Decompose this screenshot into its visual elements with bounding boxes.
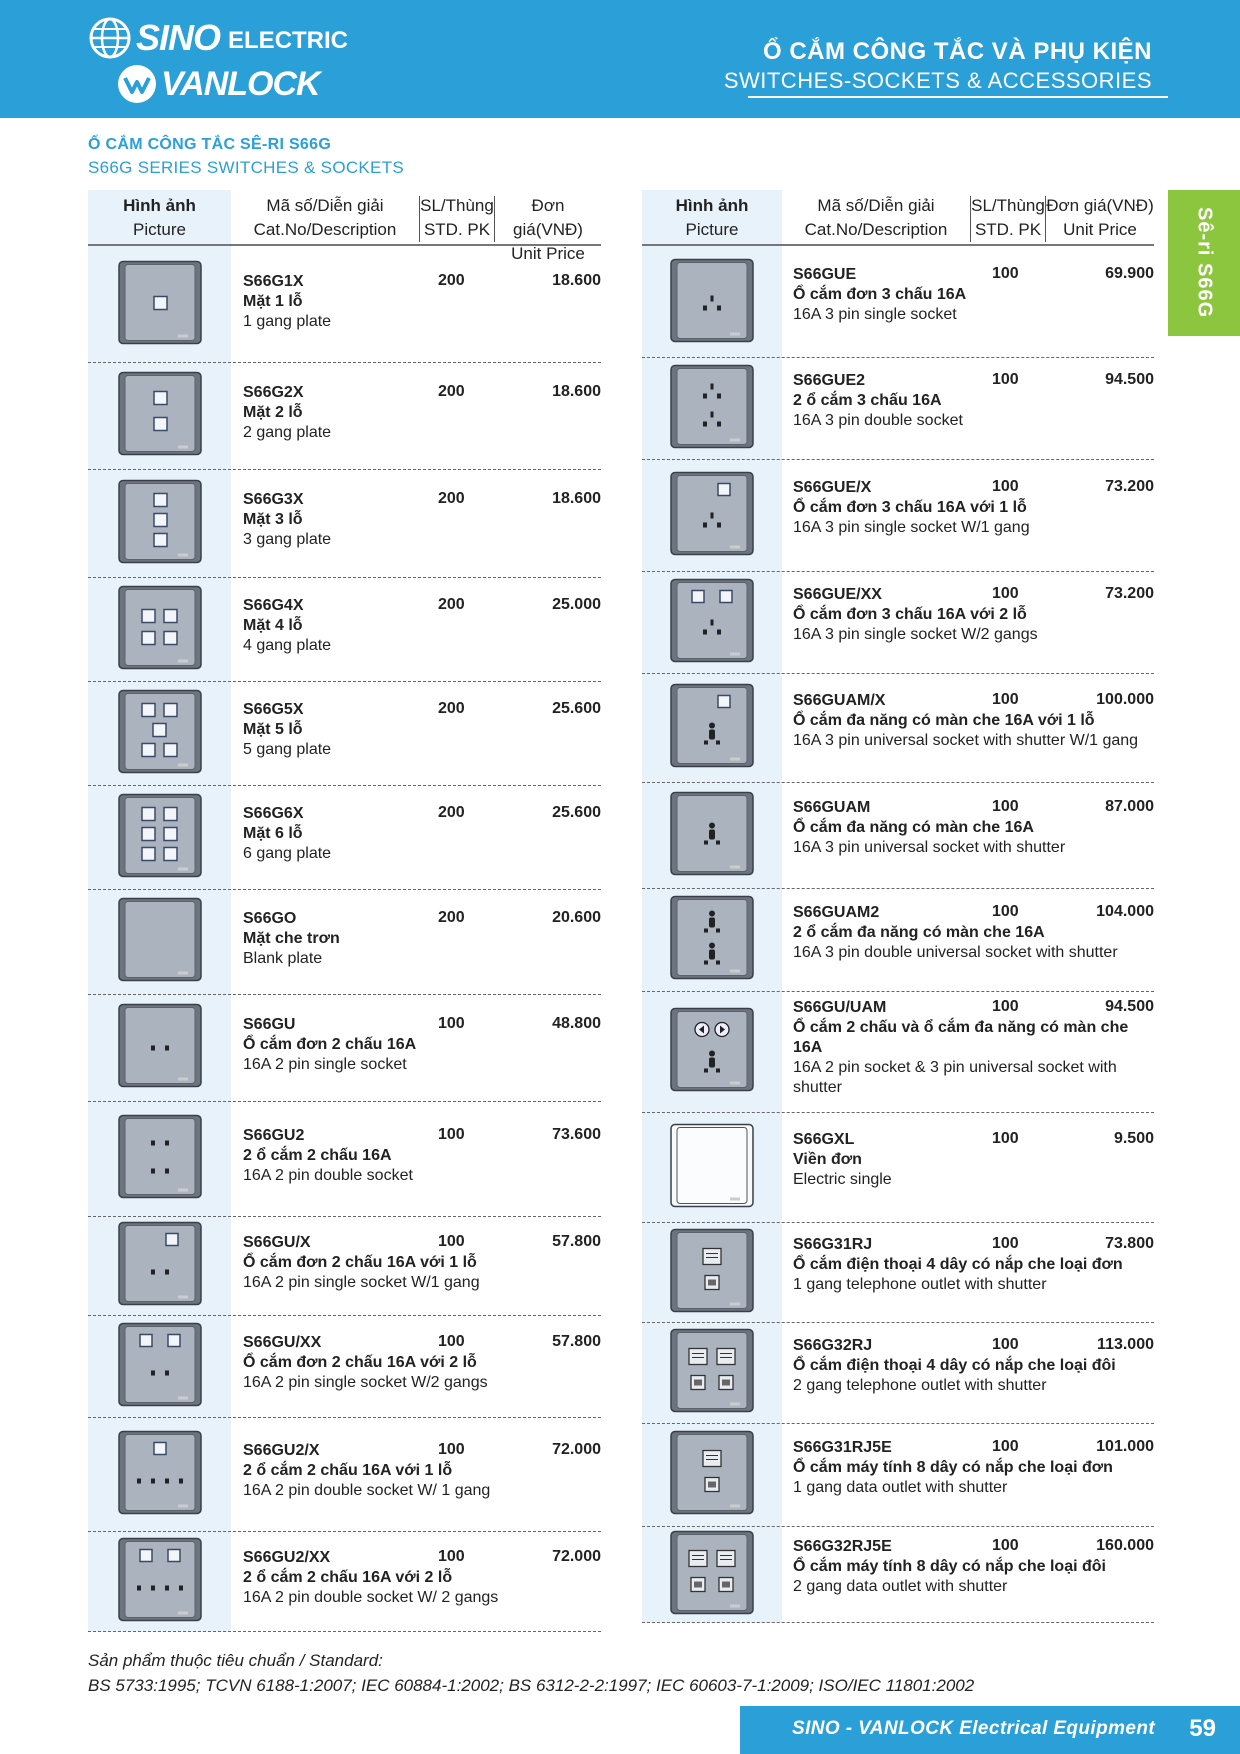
product-qty: 100 <box>438 1233 465 1250</box>
product-picture <box>670 684 754 773</box>
product-code: S66GU/X <box>243 1234 311 1251</box>
product-picture <box>670 364 754 453</box>
socket-2pin-double-1gang-icon <box>118 1430 202 1514</box>
table-header <box>642 190 1154 246</box>
page-header <box>0 0 1240 118</box>
product-desc-en: 2 gang telephone outlet with shutter <box>793 1377 1047 1394</box>
product-info <box>243 1233 513 1293</box>
blank-plate-icon <box>118 898 202 982</box>
product-info <box>243 383 513 443</box>
product-row <box>88 786 601 890</box>
product-qty: 100 <box>438 1126 465 1143</box>
product-code: S66GUAM2 <box>793 904 880 921</box>
product-code: S66GUAM/X <box>793 692 886 709</box>
standards-label: Sản phẩm thuộc tiêu chuẩn / Standard: <box>88 1651 383 1670</box>
product-desc-en: 1 gang telephone outlet with shutter <box>793 1276 1047 1293</box>
header-title-vi: Ổ CẮM CÔNG TẮC VÀ PHỤ KIỆN <box>762 38 1152 65</box>
product-row <box>642 992 1154 1113</box>
product-info <box>243 1548 513 1608</box>
vanlock-emblem-icon <box>115 62 159 106</box>
product-desc-en: 16A 2 pin single socket W/2 gangs <box>243 1374 488 1391</box>
product-picture <box>118 585 202 674</box>
header-picture-vi: Hình ảnh <box>123 196 196 215</box>
product-code: S66G31RJ5E <box>793 1439 892 1456</box>
product-qty: 100 <box>992 1235 1019 1252</box>
header-title <box>724 38 1152 94</box>
product-desc-en: 16A 2 pin double socket W/ 1 gang <box>243 1482 491 1499</box>
header-price-en: Unit Price <box>511 244 585 263</box>
product-price: 94.500 <box>1105 371 1154 388</box>
product-desc-en: 1 gang plate <box>243 313 332 330</box>
product-row <box>642 248 1154 358</box>
product-price: 18.600 <box>552 383 601 400</box>
product-qty: 100 <box>438 1015 465 1032</box>
product-price: 73.200 <box>1105 478 1154 495</box>
product-qty: 100 <box>992 478 1019 495</box>
product-desc-vi: Ổ cắm đơn 3 chấu 16A <box>793 286 967 303</box>
header-cat <box>782 194 970 242</box>
universal-socket-double-icon <box>670 896 754 980</box>
standards-note <box>88 1648 974 1698</box>
product-picture <box>118 689 202 778</box>
data-outlet-single-icon <box>670 1431 754 1515</box>
product-row <box>88 1102 601 1217</box>
product-picture <box>670 1228 754 1317</box>
product-desc-vi: Ổ cắm máy tính 8 dây có nắp che loại đôi <box>793 1558 1106 1575</box>
header-qty-vi: SL/Thùng <box>971 196 1045 215</box>
header-picture-vi: Hình ảnh <box>675 196 749 215</box>
product-qty: 100 <box>992 1537 1019 1554</box>
socket-2pin-single-icon <box>118 1004 202 1088</box>
product-info <box>243 1441 513 1501</box>
product-picture <box>670 1123 754 1212</box>
product-row <box>88 248 601 363</box>
socket-3pin-double-icon <box>670 364 754 448</box>
plate-5-gang-icon <box>118 689 202 773</box>
header-qty <box>420 194 494 242</box>
vanlock-logo <box>115 62 320 106</box>
page-number: 59 <box>1189 1715 1216 1742</box>
product-price: 100.000 <box>1096 691 1154 708</box>
product-desc-vi: 2 ổ cắm 3 chấu 16A <box>793 392 942 409</box>
product-code: S66GU2/XX <box>243 1549 331 1566</box>
product-info <box>243 1126 513 1186</box>
product-code: S66GU/UAM <box>793 999 887 1016</box>
sino-electric-logo <box>88 16 348 60</box>
product-desc-en: 2 gang data outlet with shutter <box>793 1578 1008 1595</box>
header-price <box>1046 194 1154 242</box>
product-qty: 100 <box>438 1441 465 1458</box>
product-desc-en: 16A 3 pin universal socket with shutter W/1 gang <box>793 732 1139 749</box>
product-desc-en: 5 gang plate <box>243 741 332 758</box>
product-code: S66GUE2 <box>793 372 866 389</box>
socket-2pin-double-icon <box>118 1115 202 1199</box>
product-price: 69.900 <box>1105 265 1154 282</box>
product-row <box>642 572 1154 674</box>
product-row <box>642 460 1154 572</box>
product-qty: 100 <box>992 903 1019 920</box>
product-qty: 100 <box>992 691 1019 708</box>
product-picture <box>118 372 202 461</box>
product-row <box>88 995 601 1102</box>
product-picture <box>670 578 754 667</box>
product-price: 73.200 <box>1105 585 1154 602</box>
data-outlet-double-icon <box>670 1530 754 1614</box>
product-qty: 100 <box>992 798 1019 815</box>
table-header <box>88 190 601 263</box>
product-desc-vi: 2 ổ cắm 2 chấu 16A với 2 lỗ <box>243 1569 453 1586</box>
product-row <box>642 1323 1154 1424</box>
product-price: 57.800 <box>552 1333 601 1350</box>
header-picture <box>642 194 782 242</box>
product-row <box>642 1113 1154 1223</box>
product-price: 25.600 <box>552 700 601 717</box>
product-qty: 100 <box>992 265 1019 282</box>
header-price-vi: Đơn giá(VNĐ) <box>1046 196 1154 215</box>
universal-socket-1gang-icon <box>670 684 754 768</box>
product-table-right <box>642 190 1154 1595</box>
product-code: S66GUE/XX <box>793 586 882 603</box>
product-picture <box>118 1430 202 1519</box>
product-picture <box>118 1322 202 1411</box>
product-info <box>793 1235 1158 1295</box>
header-qty-en: STD. PK <box>423 220 491 239</box>
product-desc-en: 16A 2 pin single socket <box>243 1056 407 1073</box>
product-desc-en: 16A 2 pin socket & 3 pin universal socket with shutter <box>793 1059 1117 1096</box>
product-code: S66GUE <box>793 266 857 283</box>
product-price: 72.000 <box>552 1441 601 1458</box>
product-row <box>88 578 601 682</box>
product-picture <box>670 1008 754 1097</box>
section-title <box>88 136 404 178</box>
header-picture-en: Picture <box>685 220 739 239</box>
socket-2pin-universal-icon <box>670 1008 754 1092</box>
product-code: S66GU2/X <box>243 1442 320 1459</box>
product-row <box>642 674 1154 783</box>
header-divider <box>748 96 1168 98</box>
product-desc-vi: Mặt 4 lỗ <box>243 617 303 634</box>
product-desc-en: 4 gang plate <box>243 637 332 654</box>
plate-6-gang-icon <box>118 793 202 877</box>
header-price-vi: Đơn giá(VNĐ) <box>513 196 583 239</box>
product-info <box>243 272 513 332</box>
product-desc-en: 16A 2 pin double socket <box>243 1167 413 1184</box>
product-info <box>243 1015 513 1075</box>
header-qty-vi: SL/Thùng <box>420 196 494 215</box>
product-desc-vi: Ổ cắm đơn 3 chấu 16A với 2 lỗ <box>793 606 1027 623</box>
product-desc-en: 3 gang plate <box>243 531 332 548</box>
socket-2pin-single-2gang-icon <box>118 1322 202 1406</box>
product-price: 101.000 <box>1096 1438 1154 1455</box>
product-desc-en: 16A 3 pin single socket <box>793 306 957 323</box>
product-row <box>88 1217 601 1316</box>
product-row <box>642 1424 1154 1527</box>
product-info <box>243 490 513 550</box>
product-desc-en: 16A 2 pin single socket W/1 gang <box>243 1274 480 1291</box>
product-desc-en: Electric single <box>793 1171 892 1188</box>
product-picture <box>670 791 754 880</box>
product-picture <box>670 896 754 985</box>
product-row <box>88 682 601 786</box>
product-desc-vi: Ổ cắm đơn 2 chấu 16A với 2 lỗ <box>243 1354 477 1371</box>
brand-vanlock: VANLOCK <box>161 64 320 103</box>
product-desc-vi: Ổ cắm 2 chấu và ổ cắm đa năng có màn che 16A <box>793 1019 1129 1056</box>
product-row <box>88 890 601 995</box>
product-desc-vi: 2 ổ cắm đa năng có màn che 16A <box>793 924 1045 941</box>
header-cat <box>231 194 419 242</box>
product-qty: 100 <box>438 1333 465 1350</box>
product-qty: 100 <box>992 371 1019 388</box>
product-qty: 200 <box>438 383 465 400</box>
product-row <box>642 1223 1154 1323</box>
socket-2pin-double-2gang-icon <box>118 1537 202 1621</box>
header-cat-en: Cat.No/Description <box>804 220 948 239</box>
product-picture <box>118 261 202 350</box>
product-picture <box>118 1115 202 1204</box>
product-code: S66G3X <box>243 491 304 508</box>
product-code: S66GO <box>243 910 297 927</box>
page-footer <box>740 1706 1240 1754</box>
product-code: S66GU2 <box>243 1127 305 1144</box>
product-code: S66GXL <box>793 1131 855 1148</box>
product-row <box>642 1527 1154 1623</box>
product-qty: 100 <box>992 1438 1019 1455</box>
product-price: 104.000 <box>1096 903 1154 920</box>
product-row <box>642 358 1154 460</box>
product-desc-en: Blank plate <box>243 950 323 967</box>
product-desc-en: 16A 3 pin single socket W/1 gang <box>793 519 1030 536</box>
product-picture <box>118 898 202 987</box>
product-desc-vi: Mặt che trơn <box>243 930 340 947</box>
product-price: 72.000 <box>552 1548 601 1565</box>
product-desc-vi: Mặt 5 lỗ <box>243 721 303 738</box>
product-desc-vi: Ổ cắm đa năng có màn che 16A <box>793 819 1034 836</box>
product-info <box>243 804 513 864</box>
product-picture <box>670 258 754 347</box>
product-info <box>243 909 513 969</box>
universal-socket-icon <box>670 791 754 875</box>
plate-3-gang-icon <box>118 479 202 563</box>
product-picture <box>118 1537 202 1626</box>
series-side-tab <box>1168 190 1240 336</box>
product-info <box>243 700 513 760</box>
product-desc-vi: Ổ cắm đơn 2 chấu 16A <box>243 1036 417 1053</box>
product-price: 25.600 <box>552 804 601 821</box>
product-desc-vi: Mặt 6 lỗ <box>243 825 303 842</box>
header-cat-vi: Mã số/Diễn giải <box>817 196 935 215</box>
product-desc-en: 16A 3 pin universal socket with shutter <box>793 839 1066 856</box>
globe-icon <box>88 16 132 60</box>
product-price: 9.500 <box>1113 1130 1154 1147</box>
product-qty: 200 <box>438 804 465 821</box>
section-title-en: S66G SERIES SWITCHES & SOCKETS <box>88 158 405 177</box>
product-code: S66G32RJ <box>793 1337 873 1354</box>
header-title-en: SWITCHES-SOCKETS & ACCESSORIES <box>723 68 1152 93</box>
product-price: 113.000 <box>1097 1336 1154 1353</box>
plate-4-gang-icon <box>118 585 202 669</box>
telephone-outlet-single-icon <box>670 1228 754 1312</box>
product-price: 160.000 <box>1096 1537 1154 1554</box>
product-info <box>793 798 1158 858</box>
product-row <box>88 363 601 470</box>
product-picture <box>670 1530 754 1619</box>
telephone-outlet-double-icon <box>670 1329 754 1413</box>
product-table-left <box>88 190 601 1606</box>
product-info <box>793 265 1158 325</box>
product-price: 73.800 <box>1105 1235 1154 1252</box>
product-code: S66G5X <box>243 701 304 718</box>
plate-1-gang-icon <box>118 261 202 345</box>
product-desc-vi: Ổ cắm máy tính 8 dây có nắp che loại đơn <box>793 1459 1113 1476</box>
product-code: S66G32RJ5E <box>793 1538 892 1555</box>
header-price-en: Unit Price <box>1063 220 1137 239</box>
product-qty: 200 <box>438 272 465 289</box>
product-price: 18.600 <box>552 490 601 507</box>
product-info <box>793 371 1158 431</box>
brand-sino: SINO <box>136 17 221 58</box>
product-desc-en: 6 gang plate <box>243 845 332 862</box>
product-desc-vi: Mặt 1 lỗ <box>243 293 303 310</box>
header-picture <box>88 194 231 242</box>
product-row <box>642 783 1154 889</box>
product-row <box>642 889 1154 992</box>
product-desc-vi: Mặt 3 lỗ <box>243 511 303 528</box>
product-price: 73.600 <box>552 1126 601 1143</box>
product-qty: 200 <box>438 490 465 507</box>
product-info <box>793 585 1158 645</box>
product-desc-en: 16A 2 pin double socket W/ 2 gangs <box>243 1589 499 1606</box>
product-picture <box>118 1222 202 1311</box>
product-code: S66G6X <box>243 805 304 822</box>
product-row <box>88 1532 601 1632</box>
product-qty: 100 <box>992 585 1019 602</box>
series-side-tab-label: Sê-ri S66G <box>1193 207 1216 319</box>
product-info <box>243 1333 513 1393</box>
product-row <box>88 1316 601 1418</box>
product-desc-vi: Ổ cắm đơn 3 chấu 16A với 1 lỗ <box>793 499 1027 516</box>
product-picture <box>670 471 754 560</box>
product-qty: 100 <box>992 1336 1019 1353</box>
product-desc-vi: Ổ cắm đơn 2 chấu 16A với 1 lỗ <box>243 1254 477 1271</box>
product-price: 94.500 <box>1105 998 1154 1015</box>
product-code: S66G2X <box>243 384 304 401</box>
footer-text: SINO - VANLOCK Electrical Equipment <box>792 1718 1156 1739</box>
product-price: 25.000 <box>552 596 601 613</box>
product-code: S66GU/XX <box>243 1334 322 1351</box>
product-info <box>793 998 1158 1098</box>
product-qty: 200 <box>438 909 465 926</box>
product-code: S66GU <box>243 1016 296 1033</box>
product-desc-vi: Ổ cắm điện thoại 4 dây có nắp che loại đơn <box>793 1256 1123 1273</box>
product-desc-vi: 2 ổ cắm 2 chấu 16A với 1 lỗ <box>243 1462 453 1479</box>
plate-2-gang-icon <box>118 372 202 456</box>
product-picture <box>118 1004 202 1093</box>
product-qty: 200 <box>438 700 465 717</box>
header-cat-vi: Mã số/Diễn giải <box>266 196 384 215</box>
section-title-vi: Ổ CẮM CÔNG TẮC SÊ-RI S66G <box>88 136 332 153</box>
product-qty: 100 <box>992 998 1019 1015</box>
product-picture <box>670 1329 754 1418</box>
product-desc-en: 16A 3 pin double socket <box>793 412 963 429</box>
product-info <box>243 596 513 656</box>
standards-list: BS 5733:1995; TCVN 6188-1:2007; IEC 60884-1:2002; BS 6312-2-2:1997; IEC 60603-7-1:2009; ISO/IEC 11801:2002 <box>88 1676 975 1695</box>
product-price: 48.800 <box>552 1015 601 1032</box>
product-info <box>793 1130 1158 1190</box>
product-picture <box>118 479 202 568</box>
product-code: S66G1X <box>243 273 304 290</box>
product-info <box>793 478 1158 538</box>
product-picture <box>118 793 202 882</box>
header-picture-en: Picture <box>133 220 186 239</box>
product-desc-vi: Ổ cắm điện thoại 4 dây có nắp che loại đôi <box>793 1357 1116 1374</box>
product-desc-vi: Viền đơn <box>793 1151 862 1168</box>
socket-3pin-single-1gang-icon <box>670 471 754 555</box>
product-picture <box>670 1431 754 1520</box>
product-qty: 200 <box>438 596 465 613</box>
product-code: S66G31RJ <box>793 1236 873 1253</box>
product-desc-en: 1 gang data outlet with shutter <box>793 1479 1008 1496</box>
product-price: 18.600 <box>552 272 601 289</box>
product-price: 20.600 <box>552 909 601 926</box>
frame-single-icon <box>670 1123 754 1207</box>
header-qty-en: STD. PK <box>974 220 1042 239</box>
brand-electric: ELECTRIC <box>228 27 349 54</box>
product-desc-en: 16A 3 pin single socket W/2 gangs <box>793 626 1038 643</box>
product-code: S66GUE/X <box>793 479 872 496</box>
socket-3pin-single-icon <box>670 258 754 342</box>
product-row <box>88 1418 601 1532</box>
socket-3pin-single-2gang-icon <box>670 578 754 662</box>
product-qty: 100 <box>992 1130 1019 1147</box>
product-desc-vi: 2 ổ cắm 2 chấu 16A <box>243 1147 392 1164</box>
product-code: S66GUAM <box>793 799 871 816</box>
product-row <box>88 470 601 578</box>
product-desc-vi: Ổ cắm đa năng có màn che 16A với 1 lỗ <box>793 712 1095 729</box>
header-cat-en: Cat.No/Description <box>253 220 397 239</box>
product-desc-vi: Mặt 2 lỗ <box>243 404 303 421</box>
product-desc-en: 16A 3 pin double universal socket with shutter <box>793 944 1118 961</box>
product-desc-en: 2 gang plate <box>243 424 332 441</box>
product-code: S66G4X <box>243 597 304 614</box>
product-price: 87.000 <box>1105 798 1154 815</box>
header-qty <box>971 194 1045 242</box>
product-qty: 100 <box>438 1548 465 1565</box>
socket-2pin-single-1gang-icon <box>118 1222 202 1306</box>
product-price: 57.800 <box>552 1233 601 1250</box>
